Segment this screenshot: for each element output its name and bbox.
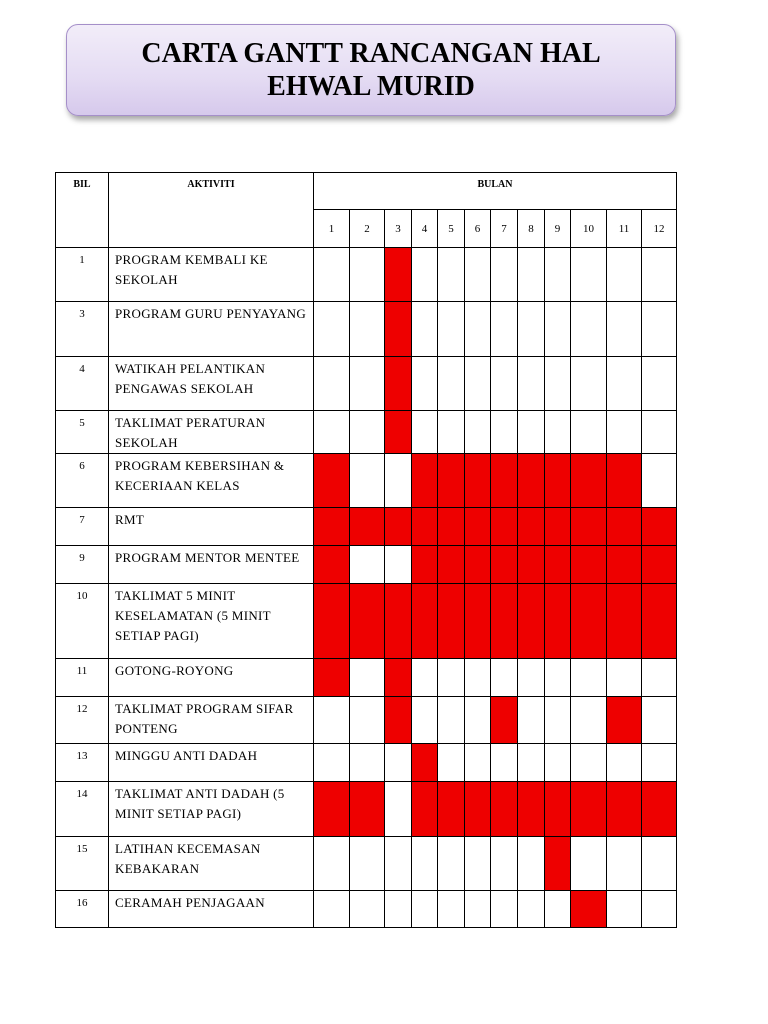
month-header: 6 bbox=[465, 210, 491, 248]
gantt-bar-cell bbox=[314, 508, 350, 546]
row-number: 10 bbox=[56, 584, 109, 659]
gantt-empty-cell bbox=[314, 891, 350, 928]
gantt-empty-cell bbox=[465, 659, 491, 697]
month-header: 10 bbox=[571, 210, 607, 248]
gantt-empty-cell bbox=[314, 837, 350, 891]
gantt-bar-cell bbox=[518, 584, 545, 659]
gantt-bar-cell bbox=[545, 837, 571, 891]
gantt-bar-cell bbox=[438, 508, 465, 546]
gantt-bar-cell bbox=[491, 782, 518, 837]
gantt-empty-cell bbox=[545, 697, 571, 744]
gantt-bar-cell bbox=[314, 454, 350, 508]
gantt-bar-cell bbox=[491, 454, 518, 508]
gantt-empty-cell bbox=[571, 697, 607, 744]
activity-name: WATIKAH PELANTIKAN PENGAWAS SEKOLAH bbox=[109, 357, 314, 411]
gantt-bar-cell bbox=[314, 546, 350, 584]
gantt-empty-cell bbox=[350, 302, 385, 357]
gantt-empty-cell bbox=[491, 248, 518, 302]
gantt-empty-cell bbox=[350, 411, 385, 454]
gantt-empty-cell bbox=[385, 782, 412, 837]
gantt-empty-cell bbox=[571, 411, 607, 454]
month-header: 2 bbox=[350, 210, 385, 248]
month-header: 4 bbox=[412, 210, 438, 248]
gantt-empty-cell bbox=[642, 302, 677, 357]
activity-name: TAKLIMAT 5 MINIT KESELAMATAN (5 MINIT SETIAP PAGI) bbox=[109, 584, 314, 659]
gantt-bar-cell bbox=[385, 302, 412, 357]
gantt-empty-cell bbox=[571, 302, 607, 357]
gantt-bar-cell bbox=[385, 357, 412, 411]
gantt-bar-cell bbox=[642, 584, 677, 659]
activity-name: PROGRAM GURU PENYAYANG bbox=[109, 302, 314, 357]
gantt-bar-cell bbox=[545, 584, 571, 659]
gantt-empty-cell bbox=[385, 454, 412, 508]
activity-name: RMT bbox=[109, 508, 314, 546]
gantt-empty-cell bbox=[350, 697, 385, 744]
header-bil: BIL bbox=[56, 173, 109, 248]
gantt-empty-cell bbox=[607, 744, 642, 782]
gantt-empty-cell bbox=[545, 891, 571, 928]
month-header: 7 bbox=[491, 210, 518, 248]
gantt-empty-cell bbox=[314, 357, 350, 411]
gantt-empty-cell bbox=[518, 248, 545, 302]
activity-name: PROGRAM KEMBALI KE SEKOLAH bbox=[109, 248, 314, 302]
gantt-bar-cell bbox=[385, 248, 412, 302]
table-row bbox=[56, 837, 677, 891]
gantt-bar-cell bbox=[314, 584, 350, 659]
gantt-bar-cell bbox=[607, 782, 642, 837]
gantt-bar-cell bbox=[314, 659, 350, 697]
gantt-empty-cell bbox=[518, 411, 545, 454]
gantt-empty-cell bbox=[571, 357, 607, 411]
table-row bbox=[56, 891, 677, 928]
gantt-empty-cell bbox=[465, 357, 491, 411]
row-number: 12 bbox=[56, 697, 109, 744]
gantt-empty-cell bbox=[438, 248, 465, 302]
gantt-empty-cell bbox=[491, 744, 518, 782]
gantt-empty-cell bbox=[607, 302, 642, 357]
gantt-bar-cell bbox=[642, 508, 677, 546]
activity-name: MINGGU ANTI DADAH bbox=[109, 744, 314, 782]
row-number: 3 bbox=[56, 302, 109, 357]
gantt-bar-cell bbox=[571, 508, 607, 546]
gantt-empty-cell bbox=[465, 891, 491, 928]
gantt-empty-cell bbox=[350, 248, 385, 302]
activity-name: GOTONG-ROYONG bbox=[109, 659, 314, 697]
gantt-bar-cell bbox=[350, 782, 385, 837]
gantt-bar-cell bbox=[412, 546, 438, 584]
gantt-empty-cell bbox=[642, 248, 677, 302]
gantt-empty-cell bbox=[412, 837, 438, 891]
gantt-bar-cell bbox=[350, 508, 385, 546]
gantt-bar-cell bbox=[465, 584, 491, 659]
gantt-bar-cell bbox=[438, 454, 465, 508]
gantt-bar-cell bbox=[491, 584, 518, 659]
header-activity: AKTIVITI bbox=[109, 173, 314, 248]
gantt-empty-cell bbox=[642, 659, 677, 697]
gantt-empty-cell bbox=[438, 357, 465, 411]
gantt-empty-cell bbox=[571, 837, 607, 891]
gantt-bar-cell bbox=[385, 584, 412, 659]
header-month: BULAN bbox=[314, 173, 677, 210]
gantt-bar-cell bbox=[607, 454, 642, 508]
gantt-bar-cell bbox=[465, 782, 491, 837]
row-number: 14 bbox=[56, 782, 109, 837]
row-number: 7 bbox=[56, 508, 109, 546]
gantt-empty-cell bbox=[465, 302, 491, 357]
gantt-empty-cell bbox=[545, 411, 571, 454]
gantt-empty-cell bbox=[465, 837, 491, 891]
gantt-empty-cell bbox=[491, 837, 518, 891]
row-number: 1 bbox=[56, 248, 109, 302]
row-number: 16 bbox=[56, 891, 109, 928]
gantt-bar-cell bbox=[607, 508, 642, 546]
gantt-empty-cell bbox=[518, 697, 545, 744]
gantt-empty-cell bbox=[518, 837, 545, 891]
month-header: 8 bbox=[518, 210, 545, 248]
table-row bbox=[56, 248, 677, 302]
gantt-empty-cell bbox=[350, 744, 385, 782]
row-number: 9 bbox=[56, 546, 109, 584]
gantt-empty-cell bbox=[412, 248, 438, 302]
gantt-bar-cell bbox=[438, 546, 465, 584]
gantt-empty-cell bbox=[642, 697, 677, 744]
gantt-bar-cell bbox=[438, 584, 465, 659]
gantt-empty-cell bbox=[642, 744, 677, 782]
gantt-empty-cell bbox=[607, 357, 642, 411]
gantt-bar-cell bbox=[518, 546, 545, 584]
table-row bbox=[56, 697, 677, 744]
gantt-empty-cell bbox=[350, 357, 385, 411]
gantt-bar-cell bbox=[491, 508, 518, 546]
gantt-empty-cell bbox=[465, 411, 491, 454]
gantt-empty-cell bbox=[518, 302, 545, 357]
table-row bbox=[56, 508, 677, 546]
gantt-empty-cell bbox=[314, 697, 350, 744]
gantt-empty-cell bbox=[491, 891, 518, 928]
gantt-empty-cell bbox=[350, 837, 385, 891]
gantt-empty-cell bbox=[438, 744, 465, 782]
row-number: 11 bbox=[56, 659, 109, 697]
gantt-empty-cell bbox=[491, 357, 518, 411]
gantt-empty-cell bbox=[571, 248, 607, 302]
gantt-bar-cell bbox=[412, 584, 438, 659]
row-number: 13 bbox=[56, 744, 109, 782]
table-row bbox=[56, 659, 677, 697]
activity-name: TAKLIMAT PROGRAM SIFAR PONTENG bbox=[109, 697, 314, 744]
activity-name: TAKLIMAT PERATURAN SEKOLAH bbox=[109, 411, 314, 454]
gantt-bar-cell bbox=[465, 508, 491, 546]
page-title: CARTA GANTT RANCANGAN HAL EHWAL MURID bbox=[141, 38, 601, 102]
table-row bbox=[56, 454, 677, 508]
gantt-empty-cell bbox=[607, 659, 642, 697]
gantt-empty-cell bbox=[438, 837, 465, 891]
row-number: 4 bbox=[56, 357, 109, 411]
row-number: 6 bbox=[56, 454, 109, 508]
gantt-empty-cell bbox=[607, 837, 642, 891]
gantt-empty-cell bbox=[465, 248, 491, 302]
title-banner bbox=[66, 24, 676, 116]
gantt-bar-cell bbox=[465, 454, 491, 508]
gantt-bar-cell bbox=[412, 454, 438, 508]
month-header: 3 bbox=[385, 210, 412, 248]
gantt-bar-cell bbox=[518, 782, 545, 837]
gantt-empty-cell bbox=[491, 659, 518, 697]
activity-name: PROGRAM MENTOR MENTEE bbox=[109, 546, 314, 584]
gantt-bar-cell bbox=[545, 508, 571, 546]
gantt-empty-cell bbox=[545, 357, 571, 411]
table-row bbox=[56, 546, 677, 584]
month-header: 9 bbox=[545, 210, 571, 248]
table-row bbox=[56, 411, 677, 454]
gantt-empty-cell bbox=[438, 659, 465, 697]
gantt-bar-cell bbox=[571, 454, 607, 508]
month-header: 11 bbox=[607, 210, 642, 248]
gantt-bar-cell bbox=[607, 584, 642, 659]
gantt-bar-cell bbox=[571, 584, 607, 659]
gantt-bar-cell bbox=[607, 546, 642, 584]
gantt-empty-cell bbox=[545, 248, 571, 302]
gantt-empty-cell bbox=[607, 891, 642, 928]
gantt-bar-cell bbox=[385, 411, 412, 454]
gantt-empty-cell bbox=[314, 411, 350, 454]
gantt-empty-cell bbox=[518, 659, 545, 697]
gantt-bar-cell bbox=[518, 508, 545, 546]
gantt-empty-cell bbox=[642, 837, 677, 891]
gantt-bar-cell bbox=[545, 454, 571, 508]
gantt-empty-cell bbox=[314, 744, 350, 782]
row-number: 15 bbox=[56, 837, 109, 891]
gantt-empty-cell bbox=[607, 248, 642, 302]
gantt-bar-cell bbox=[350, 584, 385, 659]
gantt-empty-cell bbox=[438, 411, 465, 454]
gantt-bar-cell bbox=[385, 697, 412, 744]
gantt-empty-cell bbox=[385, 546, 412, 584]
gantt-empty-cell bbox=[314, 248, 350, 302]
gantt-bar-cell bbox=[571, 782, 607, 837]
gantt-empty-cell bbox=[350, 891, 385, 928]
gantt-empty-cell bbox=[385, 744, 412, 782]
gantt-table bbox=[55, 172, 677, 928]
gantt-bar-cell bbox=[314, 782, 350, 837]
gantt-empty-cell bbox=[465, 697, 491, 744]
gantt-bar-cell bbox=[545, 782, 571, 837]
gantt-empty-cell bbox=[438, 697, 465, 744]
table-row bbox=[56, 584, 677, 659]
table-row bbox=[56, 744, 677, 782]
gantt-bar-cell bbox=[571, 891, 607, 928]
gantt-empty-cell bbox=[412, 302, 438, 357]
gantt-empty-cell bbox=[385, 891, 412, 928]
gantt-empty-cell bbox=[518, 744, 545, 782]
gantt-empty-cell bbox=[412, 891, 438, 928]
gantt-empty-cell bbox=[412, 659, 438, 697]
gantt-bar-cell bbox=[571, 546, 607, 584]
table-row bbox=[56, 302, 677, 357]
activity-name: LATIHAN KECEMASAN KEBAKARAN bbox=[109, 837, 314, 891]
gantt-empty-cell bbox=[642, 357, 677, 411]
gantt-empty-cell bbox=[545, 302, 571, 357]
gantt-bar-cell bbox=[518, 454, 545, 508]
gantt-bar-cell bbox=[412, 782, 438, 837]
gantt-empty-cell bbox=[518, 891, 545, 928]
gantt-bar-cell bbox=[412, 508, 438, 546]
gantt-bar-cell bbox=[642, 546, 677, 584]
gantt-empty-cell bbox=[350, 454, 385, 508]
gantt-bar-cell bbox=[642, 782, 677, 837]
table-row bbox=[56, 357, 677, 411]
gantt-empty-cell bbox=[412, 411, 438, 454]
gantt-empty-cell bbox=[385, 837, 412, 891]
gantt-empty-cell bbox=[412, 697, 438, 744]
gantt-empty-cell bbox=[491, 411, 518, 454]
gantt-bar-cell bbox=[385, 659, 412, 697]
gantt-empty-cell bbox=[607, 411, 642, 454]
month-header: 12 bbox=[642, 210, 677, 248]
gantt-empty-cell bbox=[412, 357, 438, 411]
gantt-empty-cell bbox=[350, 546, 385, 584]
month-header: 1 bbox=[314, 210, 350, 248]
activity-name: PROGRAM KEBERSIHAN & KECERIAAN KELAS bbox=[109, 454, 314, 508]
gantt-empty-cell bbox=[314, 302, 350, 357]
month-header: 5 bbox=[438, 210, 465, 248]
gantt-empty-cell bbox=[642, 891, 677, 928]
gantt-bar-cell bbox=[438, 782, 465, 837]
gantt-empty-cell bbox=[438, 302, 465, 357]
gantt-empty-cell bbox=[545, 659, 571, 697]
gantt-bar-cell bbox=[545, 546, 571, 584]
gantt-bar-cell bbox=[465, 546, 491, 584]
gantt-bar-cell bbox=[607, 697, 642, 744]
gantt-empty-cell bbox=[545, 744, 571, 782]
gantt-bar-cell bbox=[385, 508, 412, 546]
gantt-empty-cell bbox=[518, 357, 545, 411]
gantt-empty-cell bbox=[642, 454, 677, 508]
gantt-bar-cell bbox=[491, 697, 518, 744]
gantt-empty-cell bbox=[438, 891, 465, 928]
activity-name: CERAMAH PENJAGAAN bbox=[109, 891, 314, 928]
row-number: 5 bbox=[56, 411, 109, 454]
gantt-bar-cell bbox=[491, 546, 518, 584]
gantt-empty-cell bbox=[465, 744, 491, 782]
table-row bbox=[56, 782, 677, 837]
gantt-empty-cell bbox=[491, 302, 518, 357]
gantt-empty-cell bbox=[642, 411, 677, 454]
gantt-empty-cell bbox=[571, 744, 607, 782]
gantt-empty-cell bbox=[571, 659, 607, 697]
activity-name: TAKLIMAT ANTI DADAH (5 MINIT SETIAP PAGI) bbox=[109, 782, 314, 837]
gantt-empty-cell bbox=[350, 659, 385, 697]
gantt-bar-cell bbox=[412, 744, 438, 782]
